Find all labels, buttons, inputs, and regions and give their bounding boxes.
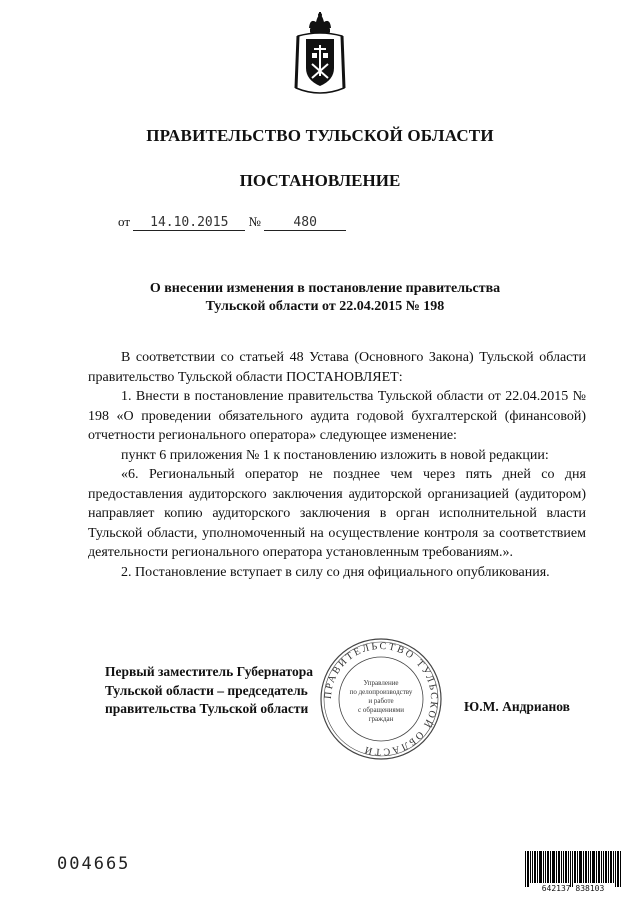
signatory-position [105,663,313,719]
stamp-center-text: с обращениями [358,706,404,714]
document-number: 480 [264,216,346,231]
body-paragraph: «6. Региональный оператор не позднее чем через пять дней со дня предоставления аудиторского заключения аудиторской организацией (аудитором) направляет копию аудиторского заключения в орган исполнительной власти Тульской области, уполномоченный на осуществление контроля за соответствием деятельности регионального оператора установленным требованиям.». [88,467,586,560]
barcode-icon [525,851,621,887]
document-date: 14.10.2015 [133,216,245,231]
number-prefix: № [248,214,261,229]
registration-number: 004665 [57,854,131,874]
document-type: ПОСТАНОВЛЕНИЕ [239,171,401,190]
body-paragraph: В соответствии со статьей 48 Устава (Основного Закона) Тульской области правительство Тульской области ПОСТАНОВЛЯЕТ: [88,350,586,385]
organization-title: ПРАВИТЕЛЬСТВО ТУЛЬСКОЙ ОБЛАСТИ [146,126,494,145]
signatory-name: Ю.М. Андрианов [464,699,570,714]
stamp-center-text: и работе [368,697,394,705]
stamp-center-text: по делопроизводству [349,688,413,696]
signatory-line: Первый заместитель Губернатора [105,664,313,679]
stamp-center-text: Управление [363,679,399,687]
subject-line: О внесении изменения в постановление правительства [149,281,501,296]
signatory-line: правительства Тульской области [105,701,309,716]
body-paragraph: пункт 6 приложения № 1 к постановлению изложить в новой редакции: [121,447,549,463]
subject-line: Тульской области от 22.04.2015 № 198 [205,299,445,314]
date-number-line [118,214,346,231]
stamp-center-text: граждан [368,715,394,723]
body-paragraph: 2. Постановление вступает в силу со дня официального опубликования. [121,564,550,580]
barcode-number: 642137 838103 [541,884,605,893]
document-body [88,348,586,582]
body-paragraph: 1. Внести в постановление правительства Тульской области от 22.04.2015 № 198 «О проведении обязательного аудита годовой бухгалтерской (финансовой) отчетности регионального оператора» следующее изменение: [88,389,586,443]
stamp-ring-text: ПРАВИТЕЛЬСТВО ТУЛЬСКОЙ ОБЛАСТИ [322,640,440,758]
signatory-line: Тульской области – председатель [105,682,308,698]
coat-of-arms-icon [292,12,348,100]
official-stamp [318,636,444,762]
document-subject [90,280,560,316]
date-prefix: от [118,214,131,229]
